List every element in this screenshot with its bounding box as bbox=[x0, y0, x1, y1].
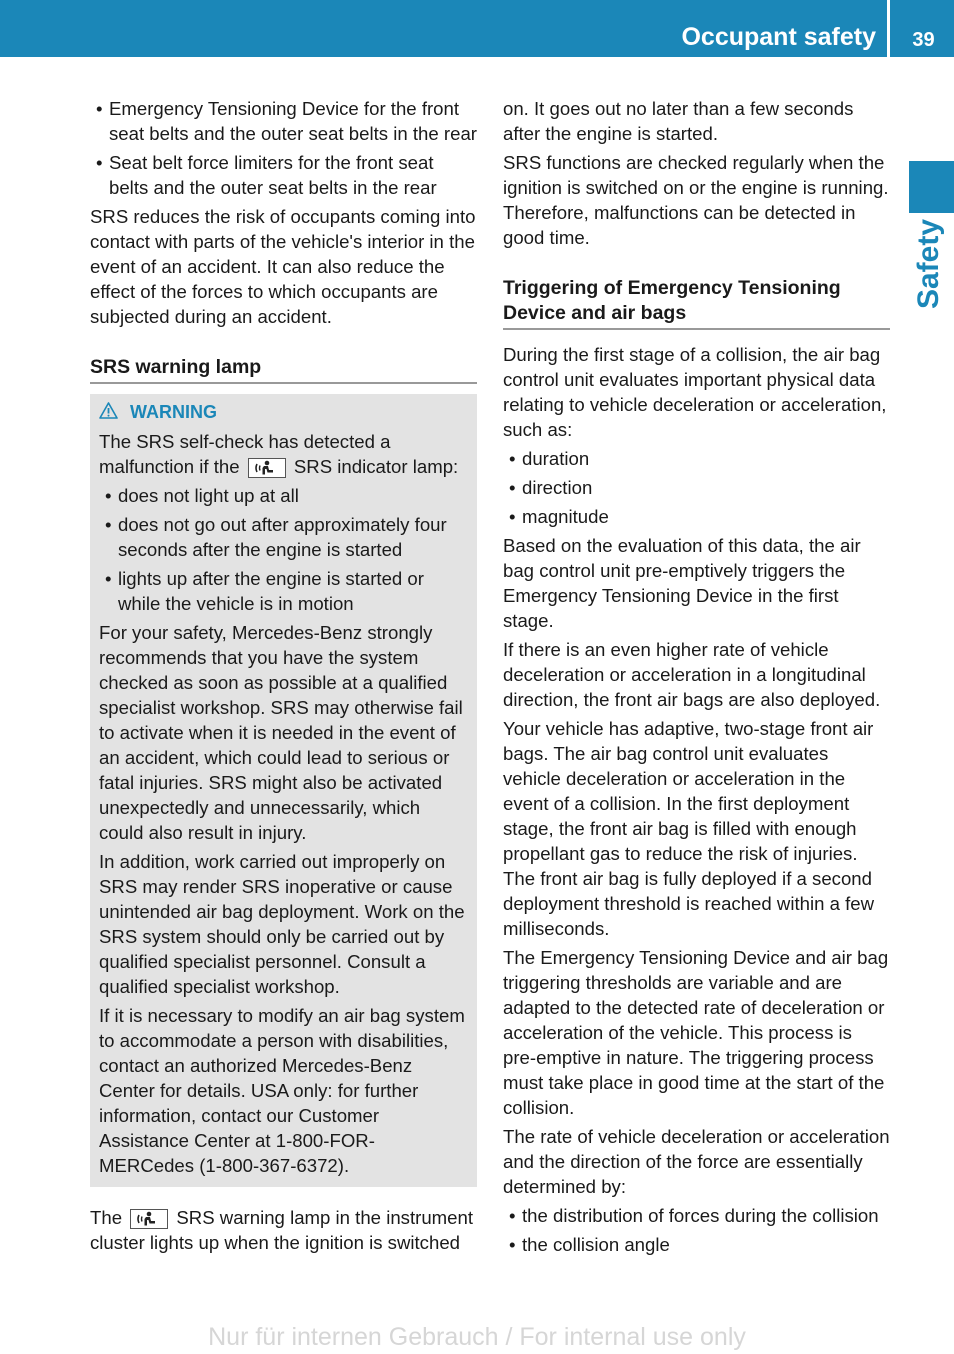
body-paragraph: The Emergency Tensioning Device and air bag triggering thresholds are variable and are adapted to the detected rate of deceleration or acceleration of the vehicle. This process is pre-emptive in nature. The triggering process must take place in good time at the start of the collision. bbox=[503, 947, 889, 1118]
list-item: • Emergency Tensioning Device for the front seat belts and the outer seat belts in the rear bbox=[90, 96, 477, 146]
srs-check-paragraph: SRS functions are checked regularly when the ignition is switched on or the engine is running. Therefore, malfunctions can be detected in good time. bbox=[503, 152, 889, 248]
triggering-heading: Triggering of Emergency Tensioning Device and air bags bbox=[503, 276, 890, 330]
body-paragraph: If there is an even higher rate of vehicle deceleration or acceleration in a longitudinal direction, the front air bags are also deployed. bbox=[503, 639, 881, 710]
warning-intro-text: The SRS self-check has detected a malfunction if the bbox=[99, 431, 391, 477]
warning-box bbox=[90, 394, 477, 1187]
list-item: • direction bbox=[503, 475, 890, 500]
list-item: • does not light up at all bbox=[99, 483, 468, 508]
warning-conditions-list bbox=[99, 483, 468, 616]
right-column bbox=[503, 96, 890, 1261]
airbag-warning-lamp-icon bbox=[248, 458, 286, 478]
list-item: • the distribution of forces during the collision bbox=[503, 1203, 890, 1228]
body-paragraph: Your vehicle has adaptive, two-stage front air bags. The air bag control unit evaluates vehicle deceleration or acceleration in the event of a collision. In the first deployment stage, the front air bag is filled with enough propellant gas to reduce the risk of injuries. The front air bag is fully deployed if a second deployment threshold is reached within a few milliseconds. bbox=[503, 718, 875, 939]
warning-intro-text: SRS indicator lamp: bbox=[293, 456, 459, 477]
list-item: • lights up after the engine is started or while the vehicle is in motion bbox=[99, 566, 468, 616]
page-number: 39 bbox=[912, 29, 935, 51]
section-title: Occupant safety bbox=[681, 23, 876, 51]
warning-title: WARNING bbox=[130, 402, 217, 422]
body-paragraph: The rate of vehicle deceleration or acceleration and the direction of the force are essentially determined by: bbox=[503, 1126, 890, 1197]
list-item: • duration bbox=[503, 446, 890, 471]
closing-paragraph bbox=[90, 1205, 477, 1255]
force-factors-list bbox=[503, 1203, 890, 1257]
left-column bbox=[90, 96, 477, 1259]
intro-paragraph: SRS reduces the risk of occupants coming into contact with parts of the vehicle's interior in the event of an accident. It can also reduce the effect of the forces to which occupants are subjected during an accident. bbox=[90, 206, 476, 327]
header-divider bbox=[887, 0, 890, 57]
list-item: • does not go out after approximately four seconds after the engine is started bbox=[99, 512, 468, 562]
airbag-warning-lamp-icon bbox=[130, 1209, 168, 1229]
continuation-paragraph: on. It goes out no later than a few seconds after the engine is started. bbox=[503, 98, 854, 144]
list-item: • magnitude bbox=[503, 504, 890, 529]
side-tab-label bbox=[905, 214, 954, 314]
body-paragraph: Based on the evaluation of this data, the air bag control unit pre-emptively triggers the Emergency Tensioning Device in the first stage. bbox=[503, 535, 861, 631]
warning-paragraph: For your safety, Mercedes-Benz strongly recommends that you have the system checked as soon as possible at a qualified specialist workshop. SRS may otherwise fail to activate when it is needed in the event of an accident, which could lead to serious or fatal injuries. SRS might also be activated unexpectedly and unnecessarily, which could also result in injury. bbox=[99, 622, 463, 843]
warning-paragraph: If it is necessary to modify an air bag system to accommodate a person with disabilities, contact an authorized Mercedes-Benz Center for details. USA only: for further information, contact our Customer Assistance Center at 1-800-FOR-MERCedes (1-800-367-6372). bbox=[99, 1005, 465, 1176]
internal-use-watermark: Nur für internen Gebrauch / For internal use only bbox=[208, 1323, 746, 1351]
warning-header bbox=[99, 400, 468, 425]
closing-text: SRS warning lamp in the instrument cluster lights up when the ignition is switched bbox=[90, 1207, 473, 1253]
warning-intro bbox=[99, 429, 468, 479]
srs-warning-lamp-heading: SRS warning lamp bbox=[90, 355, 477, 384]
warning-triangle-icon bbox=[99, 400, 118, 425]
warning-paragraph: In addition, work carried out improperly on SRS may render SRS inoperative or cause unintended air bag deployment. Work on the SRS system should only be carried out by qualified specialist personnel. Consult a qualified specialist workshop. bbox=[99, 851, 465, 997]
side-tab-marker bbox=[909, 161, 954, 213]
list-item: • the collision angle bbox=[503, 1232, 890, 1257]
collision-intro: During the first stage of a collision, the air bag control unit evaluates important physical data relating to vehicle deceleration or acceleration, such as: bbox=[503, 344, 887, 440]
side-tab-text: Safety bbox=[912, 218, 946, 310]
list-item: • Seat belt force limiters for the front seat belts and the outer seat belts in the rear bbox=[90, 150, 477, 200]
feature-list bbox=[90, 96, 477, 200]
collision-data-list bbox=[503, 446, 890, 529]
closing-text: The bbox=[90, 1207, 123, 1228]
